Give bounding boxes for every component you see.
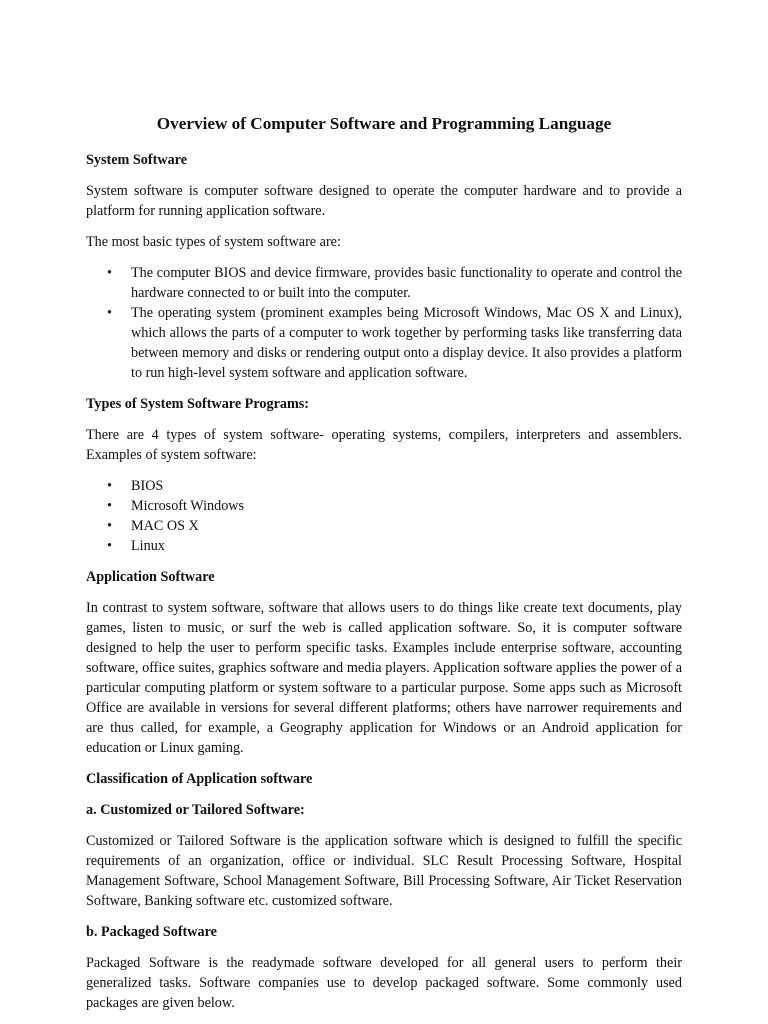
paragraph-packaged-software: Packaged Software is the readymade software developed for all general users to perform their generalized tasks. Software companies use to develop packaged software. Some commonly used packages are given below. <box>86 955 682 1011</box>
list-item: • MAC OS X <box>86 516 682 536</box>
paragraph-system-software-types-lead: The most basic types of system software are: <box>86 234 341 250</box>
section-heading-system-software: System Software <box>86 152 188 168</box>
paragraph-application-software: In contrast to system software, software that allows users to do things like create text documents, play games, listen to music, or surf the web is called application software. So, it is computer software designed to help the user to perform specific tasks. Examples include enterprise software, accounting software, office suites, graphics software and media players. Application software applies the power of a particular computing platform or system software to a particular purpose. Some apps such as Microsoft Office are available in versions for several different platforms; others have narrower requirements and are thus called, for example, a Geography application for Windows or an Android application for education or Linux gaming. <box>86 600 682 756</box>
paragraph-customized-software: Customized or Tailored Software is the application software which is designed to fulfill the specific requirements of an organization, office or individual. SLC Result Processing Software, Hospital Management Software, School Management Software, Bill Processing Software, Air Ticket Reservation Software, Banking software etc. customized software. <box>86 833 682 909</box>
subsection-heading-customized: a. Customized or Tailored Software: <box>86 802 305 818</box>
section-heading-application-software: Application Software <box>86 569 215 585</box>
list-item: • Microsoft Windows <box>86 496 682 516</box>
list-item: • The operating system (prominent examples being Microsoft Windows, Mac OS X and Linux), which allows the parts of a computer to work together by performing tasks like transferring data between memory and disks or rendering output onto a display device. It also provides a platform to run high-level system software and application software. <box>86 303 682 383</box>
subsection-heading-packaged: b. Packaged Software <box>86 924 217 940</box>
page-title: Overview of Computer Software and Programming Language <box>156 114 612 133</box>
list-item: • BIOS <box>86 476 682 496</box>
document-page <box>86 113 682 1024</box>
system-software-examples-list <box>86 476 682 556</box>
system-software-types-list <box>86 263 682 383</box>
list-item: • Linux <box>86 536 682 556</box>
section-heading-classification: Classification of Application software <box>86 771 313 787</box>
paragraph-system-programs: There are 4 types of system software- operating systems, compilers, interpreters and assemblers. Examples of system software: <box>86 427 682 463</box>
list-item: • The computer BIOS and device firmware, provides basic functionality to operate and control the hardware connected to or built into the computer. <box>86 263 682 303</box>
section-heading-system-programs: Types of System Software Programs: <box>86 396 310 412</box>
paragraph-system-software-intro: System software is computer software designed to operate the computer hardware and to provide a platform for running application software. <box>86 183 682 219</box>
